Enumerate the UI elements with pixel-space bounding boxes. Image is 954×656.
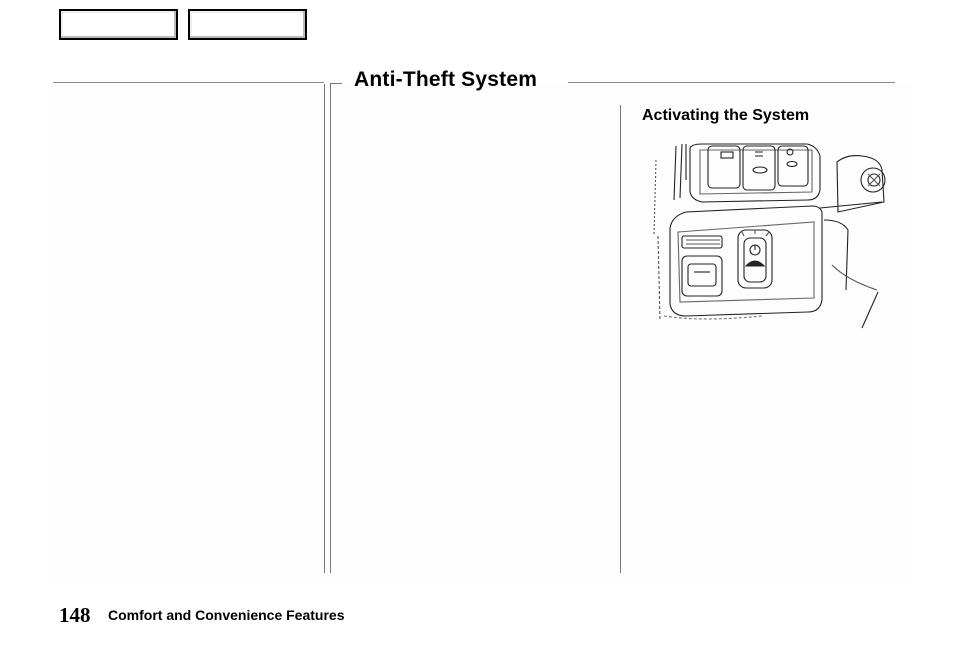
page-number: 148: [59, 603, 91, 627]
nav-button-previous[interactable]: [59, 9, 178, 40]
header-rule-right: [568, 82, 895, 83]
page-title: Anti-Theft System: [354, 68, 538, 91]
dashboard-switch-illustration: [642, 140, 887, 335]
column-divider: [620, 105, 621, 573]
nav-button-next[interactable]: [188, 9, 307, 40]
section-name: Comfort and Convenience Features: [108, 607, 345, 623]
column-divider: [330, 84, 331, 573]
section-subheading: Activating the System: [642, 107, 810, 124]
header-rule-left: [53, 82, 324, 83]
column-divider: [324, 84, 325, 573]
column-divider-tick: [330, 83, 342, 84]
